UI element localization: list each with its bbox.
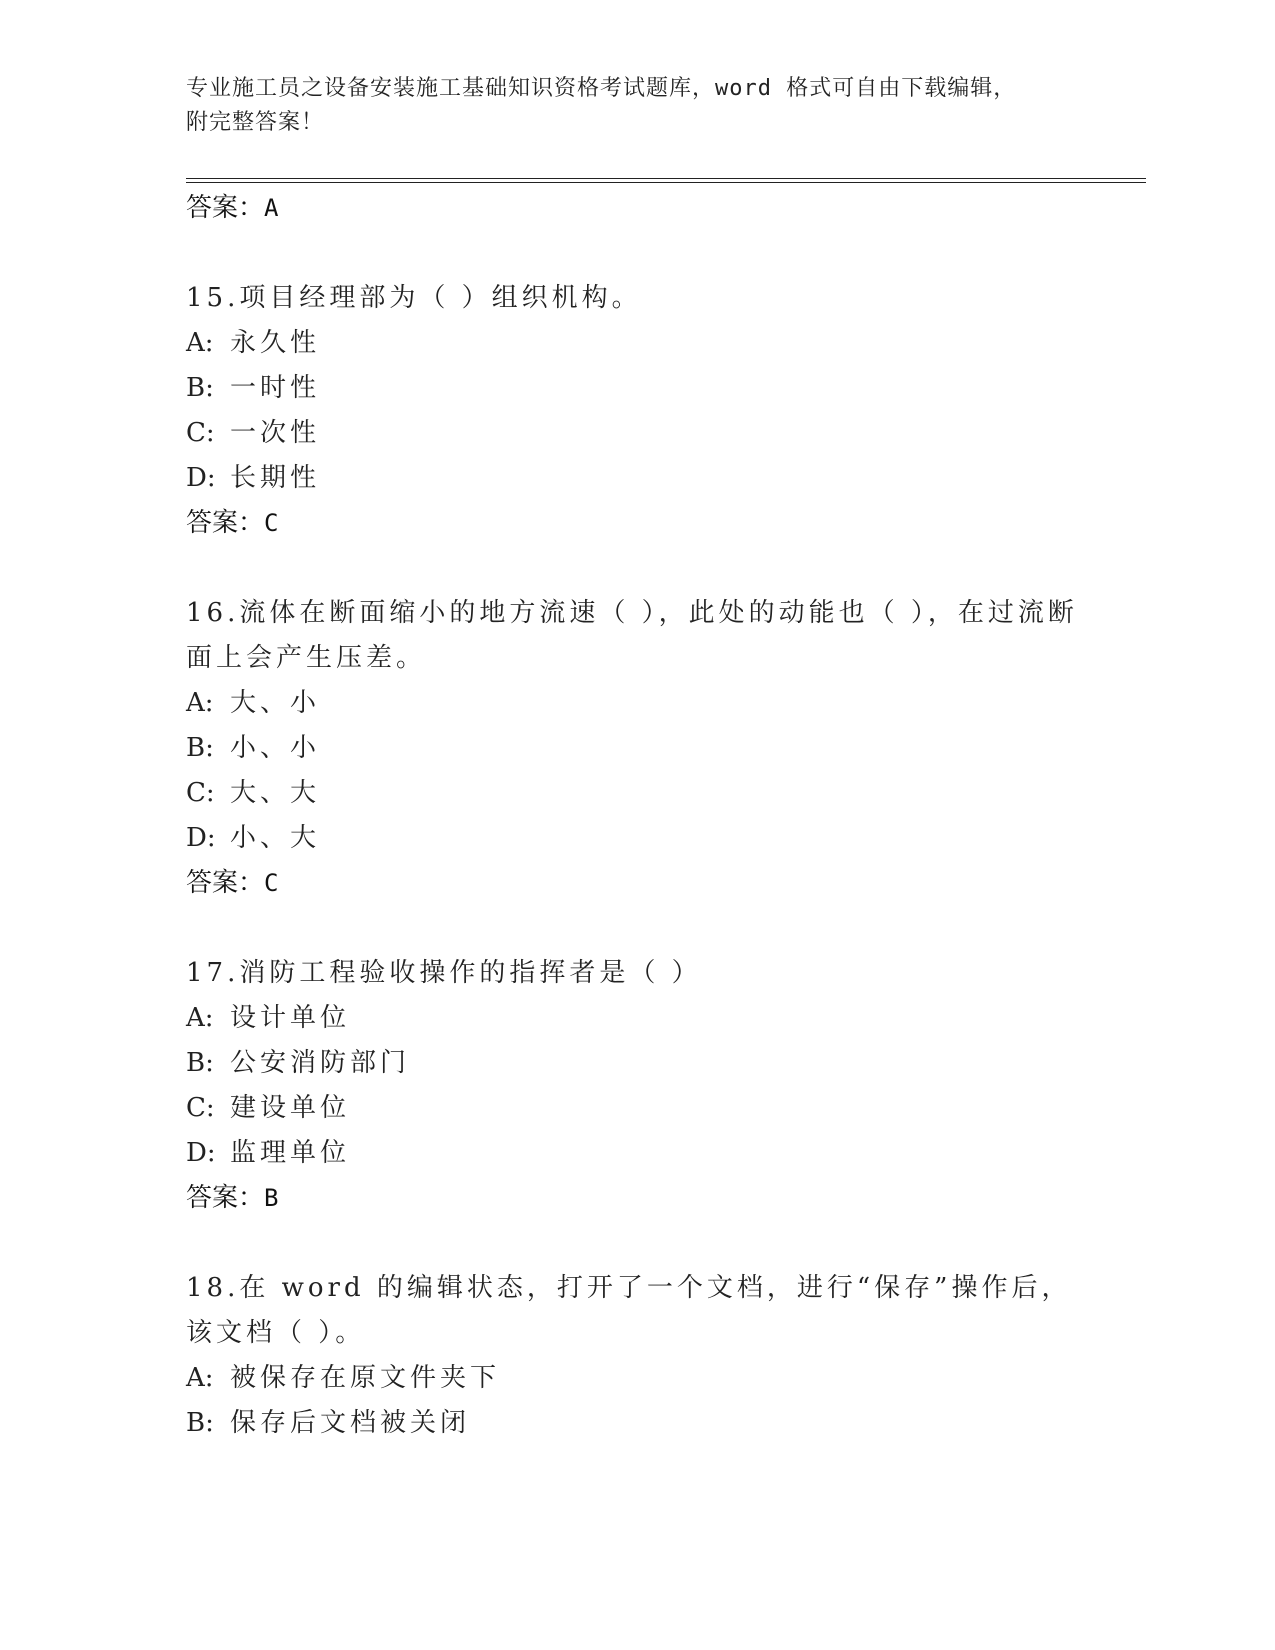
answer-line	[186, 501, 1086, 546]
option-label: B:	[186, 733, 214, 763]
option-label: B:	[186, 1048, 214, 1078]
answer-prefix: 答案：	[186, 508, 265, 538]
answer-value: B	[264, 1184, 279, 1212]
option-text: 大、大	[230, 778, 321, 808]
option-text: 小、小	[230, 733, 321, 763]
option-b	[186, 726, 1086, 771]
answer-prefix: 答案：	[186, 1183, 265, 1213]
question-number: 17.	[186, 958, 240, 988]
option-text: 永久性	[230, 328, 321, 358]
question-text: 在 word 的编辑状态，打开了一个文档，进行“保存”操作后，该文档（ ）。	[186, 1273, 1072, 1348]
option-c	[186, 411, 1086, 456]
option-text: 一时性	[230, 373, 321, 403]
option-b	[186, 1401, 1086, 1446]
header-line-1: 专业施工员之设备安装施工基础知识资格考试题库，word 格式可自由下载编辑，	[186, 76, 1017, 101]
option-d	[186, 456, 1086, 501]
option-b	[186, 366, 1086, 411]
question-15	[186, 276, 1086, 321]
option-label: A:	[186, 688, 214, 718]
answer-prefix: 答案：	[186, 193, 265, 223]
answer-line	[186, 186, 1086, 231]
option-label: D:	[186, 1138, 216, 1168]
option-a	[186, 1356, 1086, 1401]
header-divider-bottom	[186, 182, 1146, 183]
answer-value: A	[264, 194, 279, 222]
option-label: B:	[186, 1408, 214, 1438]
option-text: 被保存在原文件夹下	[230, 1363, 501, 1393]
option-text: 监理单位	[230, 1138, 351, 1168]
option-text: 保存后文档被关闭	[230, 1408, 471, 1438]
header-divider-top	[186, 178, 1146, 179]
option-label: A:	[186, 1363, 214, 1393]
option-a	[186, 321, 1086, 366]
option-label: A:	[186, 328, 214, 358]
question-17	[186, 951, 1086, 996]
question-list	[186, 186, 1086, 1446]
question-18	[186, 1266, 1086, 1356]
option-a	[186, 996, 1086, 1041]
option-label: B:	[186, 373, 214, 403]
option-text: 公安消防部门	[230, 1048, 411, 1078]
option-text: 大、小	[230, 688, 321, 718]
answer-line	[186, 861, 1086, 906]
document-header	[186, 72, 1066, 140]
answer-value: C	[264, 509, 279, 537]
option-c	[186, 771, 1086, 816]
question-text: 流体在断面缩小的地方流速（ ），此处的动能也（ ），在过流断面上会产生压差。	[186, 598, 1078, 673]
answer-line	[186, 1176, 1086, 1221]
option-label: C:	[186, 418, 215, 448]
option-d	[186, 1131, 1086, 1176]
header-line-2: 附完整答案！	[186, 110, 325, 135]
option-text: 建设单位	[230, 1093, 351, 1123]
option-a	[186, 681, 1086, 726]
option-text: 一次性	[230, 418, 321, 448]
option-d	[186, 816, 1086, 861]
option-label: C:	[186, 1093, 215, 1123]
question-number: 16.	[186, 598, 240, 628]
option-text: 小、大	[230, 823, 321, 853]
option-label: D:	[186, 823, 216, 853]
option-label: C:	[186, 778, 215, 808]
answer-prefix: 答案：	[186, 868, 265, 898]
question-number: 15.	[186, 283, 240, 313]
option-label: A:	[186, 1003, 214, 1033]
option-text: 长期性	[230, 463, 321, 493]
option-text: 设计单位	[230, 1003, 351, 1033]
question-text: 项目经理部为（ ）组织机构。	[239, 283, 642, 313]
option-b	[186, 1041, 1086, 1086]
option-c	[186, 1086, 1086, 1131]
answer-value: C	[264, 869, 279, 897]
question-16	[186, 591, 1086, 681]
question-text: 消防工程验收操作的指挥者是（ ）	[239, 958, 702, 988]
question-number: 18.	[186, 1273, 240, 1303]
option-label: D:	[186, 463, 216, 493]
